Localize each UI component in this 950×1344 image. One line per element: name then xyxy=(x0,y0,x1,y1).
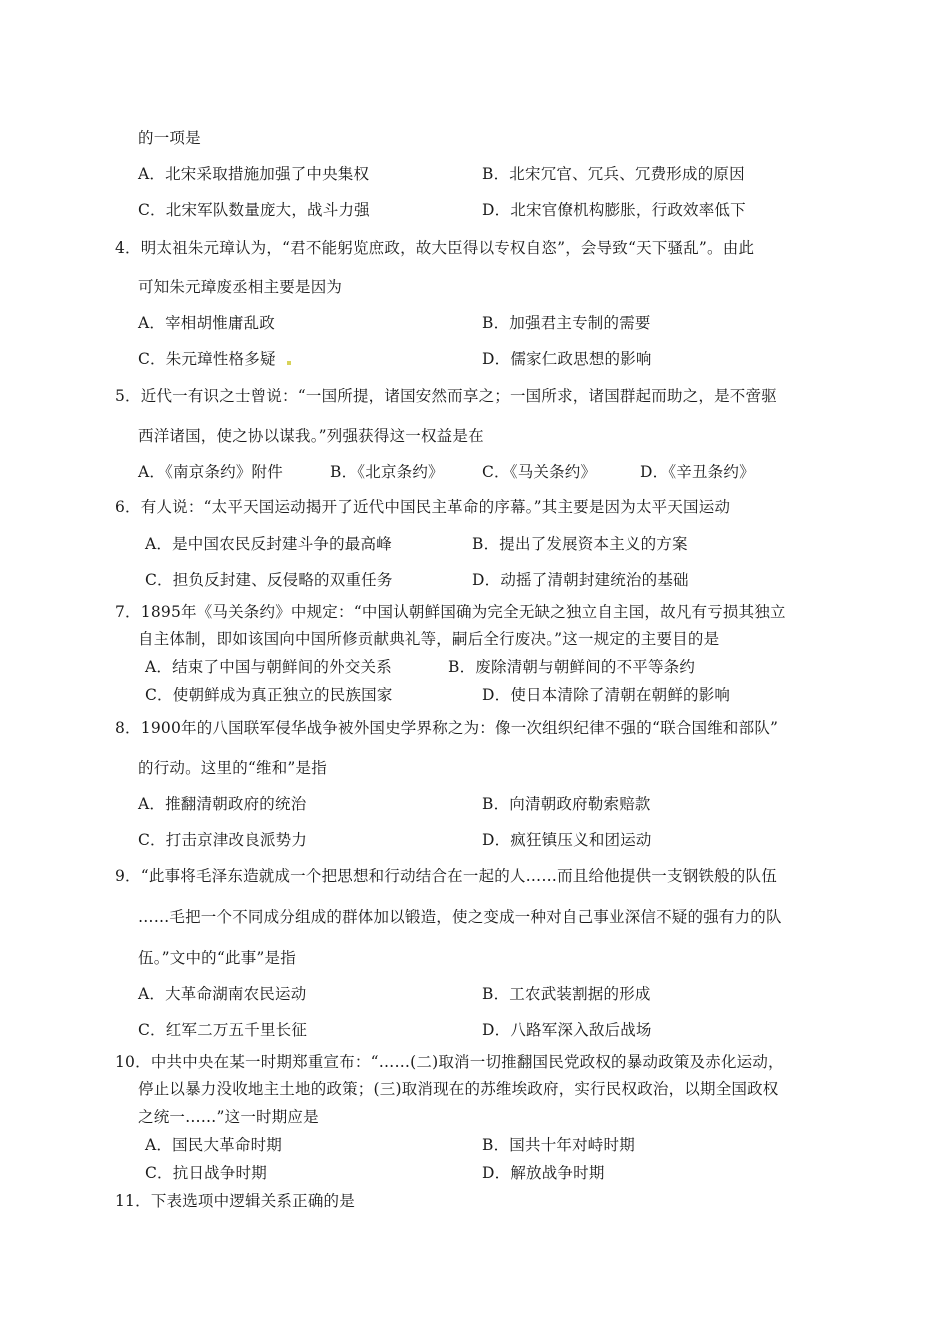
q10-option-b: B．国共十年对峙时期 xyxy=(482,1136,635,1154)
q5-stem-line-1: 5．近代一有识之士曾说：“一国所提，诸国安然而享之；一国所求，诸国群起而助之，是不啻驱 xyxy=(115,387,777,405)
q7-stem-line-2: 自主体制，即如该国向中国所修贡献典礼等，嗣后全行废决。”这一规定的主要目的是 xyxy=(138,630,720,648)
q6-stem-line-1: 6．有人说：“太平天国运动揭开了近代中国民主革命的序幕。”其主要是因为太平天国运动 xyxy=(115,498,731,516)
q6-option-d: D．动摇了清朝封建统治的基础 xyxy=(472,571,689,589)
q6-option-c: C．担负反封建、反侵略的双重任务 xyxy=(145,571,393,589)
q9-stem-line-2: ……毛把一个不同成分组成的群体加以锻造，使之变成一种对自己事业深信不疑的强有力的队 xyxy=(138,908,782,926)
q3-option-c: C．北宋军队数量庞大，战斗力强 xyxy=(138,201,370,219)
q9-option-b: B．工农武装割据的形成 xyxy=(482,985,651,1003)
q10-option-a: A．国民大革命时期 xyxy=(145,1136,282,1154)
q8-stem-line-1: 8．1900年的八国联军侵华战争被外国史学界称之为：像一次组织纪律不强的“联合国维和部队” xyxy=(115,719,779,737)
q8-option-c: C．打击京津改良派势力 xyxy=(138,831,308,849)
q7-option-d: D．使日本清除了清朝在朝鲜的影响 xyxy=(482,686,731,704)
q10-option-c: C．抗日战争时期 xyxy=(145,1164,267,1182)
q7-stem-line-1: 7．1895年《马关条约》中规定：“中国认朝鲜国确为完全无缺之独立自主国，故凡有亏损其独立 xyxy=(115,603,786,621)
q4-option-a: A．宰相胡惟庸乱政 xyxy=(138,314,275,332)
q10-stem-line-1: 10．中共中央在某一时期郑重宣布：“……(二)取消一切推翻国民党政权的暴动政策及赤化运动， xyxy=(115,1053,784,1071)
q4-option-c: C．朱元璋性格多疑 xyxy=(138,350,276,368)
q3-option-a: A．北宋采取措施加强了中央集权 xyxy=(138,165,370,183)
q10-stem-line-3: 之统一……”这一时期应是 xyxy=(138,1108,319,1126)
q9-option-d: D．八路军深入敌后战场 xyxy=(482,1021,652,1039)
q6-option-a: A．是中国农民反封建斗争的最高峰 xyxy=(145,535,392,553)
q5-option-c: C．《马关条约》 xyxy=(482,463,597,481)
q9-stem-line-1: 9．“此事将毛泽东造就成一个把思想和行动结合在一起的人……而且给他提供一支钢铁般的队伍 xyxy=(115,867,777,885)
q10-stem-line-2: 停止以暴力没收地主土地的政策；(三)取消现在的苏维埃政府，实行民权政治，以期全国政权 xyxy=(138,1080,779,1098)
q3-stem-line-2: 的一项是 xyxy=(138,129,201,147)
q4-stem-line-1: 4．明太祖朱元璋认为，“君不能躬览庶政，故大臣得以专权自恣”，会导致“天下骚乱”。由此 xyxy=(115,239,755,257)
q5-option-d: D．《辛丑条约》 xyxy=(640,463,755,481)
q4-stem-line-2: 可知朱元璋废丞相主要是因为 xyxy=(138,278,343,296)
scan-speck xyxy=(287,361,291,365)
q9-option-a: A．大革命湖南农民运动 xyxy=(138,985,307,1003)
q8-stem-line-2: 的行动。这里的“维和”是指 xyxy=(138,759,327,777)
q7-option-b: B．废除清朝与朝鲜间的不平等条约 xyxy=(448,658,696,676)
q11-stem-line-1: 11．下表选项中逻辑关系正确的是 xyxy=(115,1192,355,1210)
q9-stem-line-3: 伍。”文中的“此事”是指 xyxy=(138,949,296,967)
q3-option-b: B．北宋冗官、冗兵、冗费形成的原因 xyxy=(482,165,745,183)
q4-option-d: D．儒家仁政思想的影响 xyxy=(482,350,652,368)
q5-option-b: B．《北京条约》 xyxy=(330,463,444,481)
q9-option-c: C．红军二万五千里长征 xyxy=(138,1021,308,1039)
q7-option-c: C．使朝鲜成为真正独立的民族国家 xyxy=(145,686,393,704)
q8-option-d: D．疯狂镇压义和团运动 xyxy=(482,831,652,849)
q4-option-b: B．加强君主专制的需要 xyxy=(482,314,651,332)
q10-option-d: D．解放战争时期 xyxy=(482,1164,605,1182)
q3-option-d: D．北宋官僚机构膨胀，行政效率低下 xyxy=(482,201,746,219)
q5-stem-line-2: 西洋诸国，使之协以谋我。”列强获得这一权益是在 xyxy=(138,427,484,445)
q8-option-b: B．向清朝政府勒索赔款 xyxy=(482,795,651,813)
q7-option-a: A．结束了中国与朝鲜间的外交关系 xyxy=(145,658,392,676)
q8-option-a: A．推翻清朝政府的统治 xyxy=(138,795,307,813)
q5-option-a: A．《南京条约》附件 xyxy=(138,463,283,481)
q6-option-b: B．提出了发展资本主义的方案 xyxy=(472,535,688,553)
